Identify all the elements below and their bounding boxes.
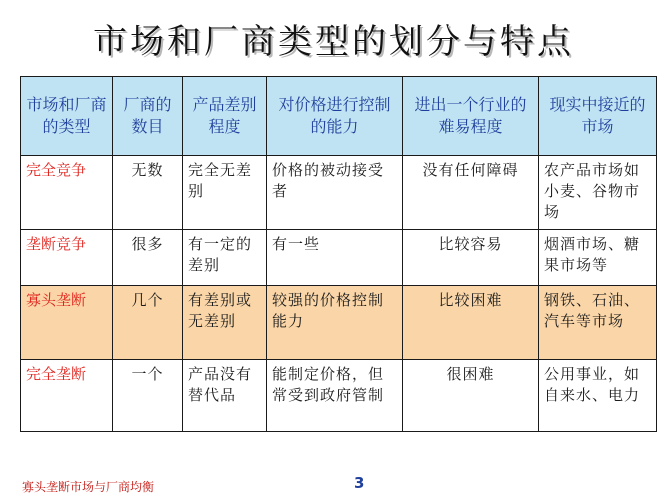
header-real-market: 现实中接近的市场 — [539, 77, 657, 156]
row-price-control: 较强的价格控制能力 — [267, 286, 403, 360]
row-product-diff: 有差别或无差别 — [183, 286, 267, 360]
header-entry-ease: 进出一个行业的难易程度 — [403, 77, 539, 156]
row-price-control: 有一些 — [267, 230, 403, 286]
row-entry-ease: 没有任何障碍 — [403, 156, 539, 230]
row-price-control: 能制定价格，但常受到政府管制 — [267, 360, 403, 432]
table-row — [21, 156, 657, 230]
table-row — [21, 360, 657, 432]
row-market-type: 垄断竞争 — [21, 230, 113, 286]
row-product-diff: 完全无差别 — [183, 156, 267, 230]
header-market-type: 市场和厂商的类型 — [21, 77, 113, 156]
row-market-type: 完全竞争 — [21, 156, 113, 230]
row-firm-count: 无数 — [113, 156, 183, 230]
row-real-market: 烟酒市场、糖果市场等 — [539, 230, 657, 286]
table-row — [21, 286, 657, 360]
row-price-control: 价格的被动接受者 — [267, 156, 403, 230]
row-entry-ease: 比较困难 — [403, 286, 539, 360]
header-firm-count: 厂商的数目 — [113, 77, 183, 156]
row-market-type: 寡头垄断 — [21, 286, 113, 360]
table-header-row — [21, 77, 657, 156]
row-product-diff: 有一定的差别 — [183, 230, 267, 286]
row-firm-count: 一个 — [113, 360, 183, 432]
table-row — [21, 230, 657, 286]
header-product-diff: 产品差别程度 — [183, 77, 267, 156]
row-market-type: 完全垄断 — [21, 360, 113, 432]
market-types-table — [20, 76, 657, 432]
page-number: 3 — [354, 474, 365, 492]
footer-title: 寡头垄断市场与厂商均衡 — [22, 480, 155, 494]
row-firm-count: 几个 — [113, 286, 183, 360]
row-entry-ease: 比较容易 — [403, 230, 539, 286]
row-product-diff: 产品没有替代品 — [183, 360, 267, 432]
row-firm-count: 很多 — [113, 230, 183, 286]
header-price-control: 对价格进行控制的能力 — [267, 77, 403, 156]
row-entry-ease: 很困难 — [403, 360, 539, 432]
slide-title: 市场和厂商类型的划分与特点 — [93, 22, 574, 62]
row-real-market: 农产品市场如小麦、谷物市场 — [539, 156, 657, 230]
row-real-market: 钢铁、石油、汽车等市场 — [539, 286, 657, 360]
row-real-market: 公用事业，如自来水、电力 — [539, 360, 657, 432]
